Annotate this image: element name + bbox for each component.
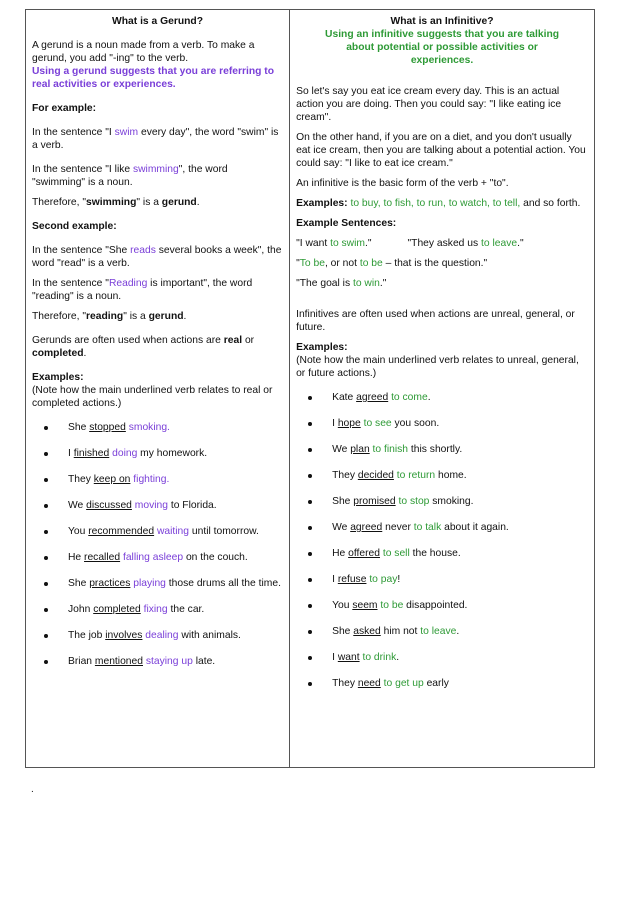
bullet-icon: [308, 682, 312, 686]
infinitive-example-item: [296, 495, 588, 508]
gerund-form: playing: [133, 578, 166, 589]
example-main-verb: involves: [105, 630, 143, 641]
example-subject: They: [68, 474, 94, 485]
gerund-example-item: [32, 473, 283, 486]
gerund-therefore-1: Therefore, "swimming" is a gerund.: [32, 197, 200, 208]
gerund-example-item: [32, 421, 283, 434]
example-main-verb: recommended: [88, 526, 155, 537]
bullet-icon: [44, 426, 48, 430]
gerund-example-item: [32, 499, 283, 512]
example-subject: They: [332, 470, 358, 481]
infinitive-heading: What is an Infinitive?: [390, 16, 494, 27]
gerund-example-4: In the sentence "Reading is important", the word "reading" is a noun.: [32, 278, 253, 302]
example-subject: We: [68, 500, 87, 511]
bullet-icon: [308, 396, 312, 400]
infinitive-example-item: [296, 417, 588, 430]
example-subject: The job: [68, 630, 106, 641]
example-main-verb: practices: [89, 578, 131, 589]
infinitive-example-item: [296, 469, 588, 482]
infinitive-form: to be: [380, 600, 404, 611]
example-subject: We: [332, 522, 351, 533]
example-rest: late.: [192, 656, 216, 667]
example-rest: this shortly.: [408, 444, 463, 455]
gerund-form: moving: [134, 500, 168, 511]
example-main-verb: hope: [337, 418, 361, 429]
example-main-verb: need: [357, 678, 381, 689]
example-subject: Brian: [68, 656, 95, 667]
infinitive-example-item: [296, 599, 588, 612]
gerund-example-2: In the sentence "I like swimming", the word "swimming" is a noun.: [32, 164, 228, 188]
example-rest: !: [397, 574, 401, 585]
example-main-verb: finished: [73, 448, 110, 459]
example-subject: You: [332, 600, 353, 611]
gerund-definition: A gerund is a noun made from a verb. To make a gerund, you add "-ing" to the verb.: [32, 40, 255, 64]
example-subject: She: [332, 626, 354, 637]
infinitive-form: to leave: [420, 626, 457, 637]
gerund-form: falling asleep: [122, 552, 184, 563]
bullet-icon: [44, 530, 48, 534]
bullet-icon: [308, 448, 312, 452]
example-subject: She: [332, 496, 354, 507]
sentence-asked-to-leave: "They asked us to leave.": [407, 238, 524, 249]
bullet-icon: [44, 582, 48, 586]
bullet-icon: [308, 500, 312, 504]
bullet-icon: [308, 578, 312, 582]
infinitive-form: to stop: [398, 496, 430, 507]
example-rest: smoking.: [429, 496, 474, 507]
example-subject: She: [68, 422, 90, 433]
example-main-verb: keep on: [93, 474, 131, 485]
example-rest: on the couch.: [183, 552, 248, 563]
gerund-form: dealing: [145, 630, 179, 641]
gerund-examples-label: Examples:: [32, 372, 84, 383]
example-rest: the car.: [167, 604, 205, 615]
example-main-verb: decided: [357, 470, 394, 481]
gerund-form: staying up: [145, 656, 193, 667]
bullet-icon: [44, 556, 48, 560]
example-rest: early: [423, 678, 449, 689]
infinitive-example-item: [296, 573, 588, 586]
example-subject: They: [332, 678, 358, 689]
infinitive-subtitle: Using an infinitive suggests that you are talking about potential or possible activities or experiences.: [325, 29, 560, 66]
infinitive-form: to finish: [372, 444, 409, 455]
example-connector: never: [382, 522, 414, 533]
infinitive-form: to return: [396, 470, 436, 481]
example-rest: about it again.: [441, 522, 509, 533]
example-rest: .: [396, 652, 400, 663]
gerund-form: doing: [112, 448, 138, 459]
infinitive-examples-inline: Examples: to buy, to fish, to run, to watch, to tell, and so forth.: [296, 198, 581, 209]
gerund-examples-note: (Note how the main underlined verb relates to real or completed actions.): [32, 385, 273, 409]
example-subject: I: [68, 448, 74, 459]
infinitive-column: [290, 10, 594, 767]
infinitive-examples-note: (Note how the main underlined verb relates to unreal, general, or future actions.): [296, 355, 579, 379]
gerund-column: [26, 10, 290, 767]
infinitive-form: to get up: [383, 678, 424, 689]
example-main-verb: want: [337, 652, 360, 663]
gerund-example-item: [32, 577, 283, 590]
example-subject: He: [332, 548, 349, 559]
bullet-icon: [308, 656, 312, 660]
gerund-example-item: [32, 525, 283, 538]
example-rest: .: [427, 392, 431, 403]
infinitive-form: to pay: [369, 574, 398, 585]
gerund-example-item: [32, 629, 283, 642]
example-subject: We: [332, 444, 351, 455]
infinitive-example-item: [296, 521, 588, 534]
example-main-verb: stopped: [89, 422, 126, 433]
example-main-verb: offered: [348, 548, 380, 559]
example-subject: She: [68, 578, 90, 589]
bullet-icon: [44, 660, 48, 664]
trailing-period: .: [31, 784, 34, 795]
infinitive-paragraph-2: On the other hand, if you are on a diet, and you don't usually eat ice cream, then you are talking about a potential action. You could say: "I like to eat ice cream.": [296, 132, 586, 169]
infinitive-form: to sell: [382, 548, 410, 559]
example-rest: disappointed.: [403, 600, 468, 611]
gerund-heading: What is a Gerund?: [112, 16, 204, 27]
example-main-verb: asked: [353, 626, 381, 637]
example-rest: those drums all the time.: [165, 578, 281, 589]
example-main-verb: mentioned: [94, 656, 143, 667]
infinitive-example-list: [296, 391, 588, 690]
bullet-icon: [308, 526, 312, 530]
infinitive-usage: Infinitives are often used when actions are unreal, general, or future.: [296, 309, 575, 333]
infinitive-example-item: [296, 625, 588, 638]
gerund-usage: Gerunds are often used when actions are real or completed.: [32, 335, 255, 359]
example-subject: I: [332, 574, 338, 585]
infinitive-form: to come: [391, 392, 428, 403]
gerund-example-item: [32, 447, 283, 460]
example-subject: He: [68, 552, 85, 563]
gerund-form: fixing: [143, 604, 168, 615]
example-rest: my homework.: [137, 448, 208, 459]
example-main-verb: seem: [352, 600, 378, 611]
infinitive-example-item: [296, 443, 588, 456]
sentence-want-to-swim: "I want to swim.": [296, 238, 372, 249]
sentence-to-be: "To be, or not to be – that is the question.": [296, 258, 488, 269]
example-sentences-label: Example Sentences:: [296, 218, 397, 229]
example-main-verb: refuse: [337, 574, 367, 585]
second-example-label: Second example:: [32, 221, 117, 232]
example-main-verb: completed: [93, 604, 141, 615]
bullet-icon: [308, 474, 312, 478]
gerund-example-item: [32, 655, 283, 668]
gerund-example-3: In the sentence "She reads several books a week", the word "read" is a verb.: [32, 245, 282, 269]
bullet-icon: [308, 630, 312, 634]
infinitive-form: to talk: [413, 522, 442, 533]
gerund-example-list: [32, 421, 283, 668]
bullet-icon: [44, 608, 48, 612]
example-main-verb: discussed: [86, 500, 132, 511]
example-subject: I: [332, 652, 338, 663]
infinitive-example-item: [296, 391, 588, 404]
example-rest: .: [456, 626, 460, 637]
infinitive-form: to see: [363, 418, 392, 429]
example-rest: the house.: [409, 548, 461, 559]
infinitive-example-item: [296, 651, 588, 664]
bullet-icon: [308, 552, 312, 556]
bullet-icon: [308, 604, 312, 608]
example-rest: until tomorrow.: [189, 526, 259, 537]
example-connector: him not: [380, 626, 421, 637]
bullet-icon: [44, 478, 48, 482]
example-main-verb: plan: [350, 444, 370, 455]
gerund-form: fighting.: [133, 474, 170, 485]
example-subject: John: [68, 604, 94, 615]
infinitive-paragraph-3: An infinitive is the basic form of the verb + "to".: [296, 178, 509, 189]
example-main-verb: promised: [353, 496, 396, 507]
bullet-icon: [44, 452, 48, 456]
example-subject: Kate: [332, 392, 357, 403]
example-main-verb: agreed: [350, 522, 383, 533]
example-rest: to Florida.: [168, 500, 217, 511]
infinitive-example-item: [296, 677, 588, 690]
bullet-icon: [308, 422, 312, 426]
bullet-icon: [44, 634, 48, 638]
example-rest: with animals.: [178, 630, 241, 641]
example-main-verb: recalled: [84, 552, 121, 563]
infinitive-paragraph-1: So let's say you eat ice cream every day. This is an actual action you are doing. Then you could say: "I like eating ice cream".: [296, 86, 562, 123]
example-subject: You: [68, 526, 89, 537]
gerund-example-item: [32, 603, 283, 616]
example-main-verb: agreed: [356, 392, 389, 403]
sentence-goal-to-win: "The goal is to win.": [296, 278, 387, 289]
infinitive-examples-label: Examples:: [296, 342, 348, 353]
gerund-form: smoking.: [128, 422, 170, 433]
comparison-table: [25, 9, 595, 768]
gerund-example-item: [32, 551, 283, 564]
infinitive-example-item: [296, 547, 588, 560]
example-rest: home.: [435, 470, 467, 481]
gerund-form: waiting: [156, 526, 190, 537]
for-example-label: For example:: [32, 103, 97, 114]
infinitive-form: to drink: [362, 652, 397, 663]
example-sentences-row-1: [296, 237, 588, 250]
example-subject: I: [332, 418, 338, 429]
gerund-definition-highlight: Using a gerund suggests that you are referring to real activities or experiences.: [32, 66, 275, 90]
bullet-icon: [44, 504, 48, 508]
example-rest: you soon.: [391, 418, 440, 429]
gerund-therefore-2: Therefore, "reading" is a gerund.: [32, 311, 187, 322]
gerund-example-1: In the sentence "I swim every day", the word "swim" is a verb.: [32, 127, 279, 151]
